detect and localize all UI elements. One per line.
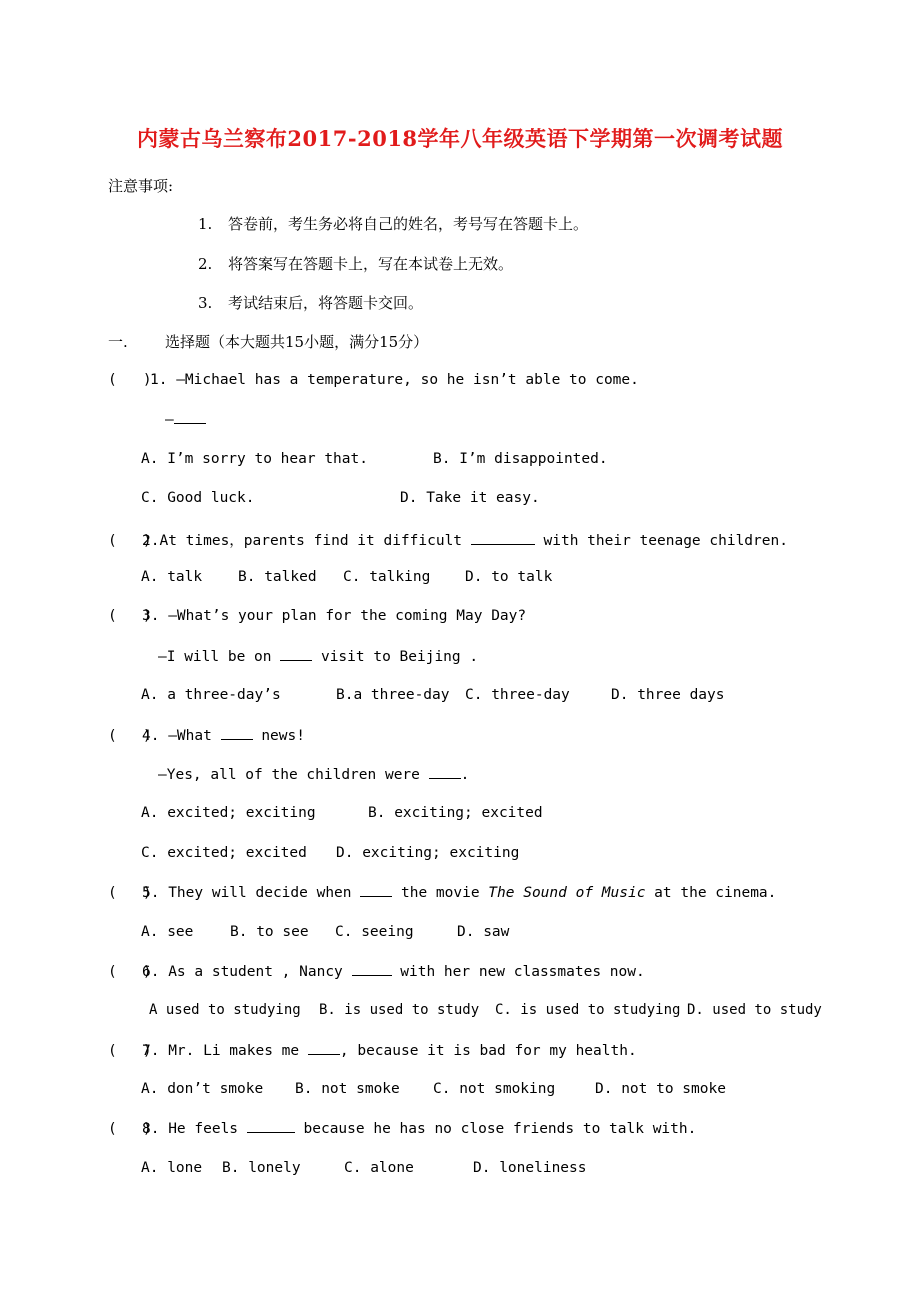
notice-item-1: 1. 答卷前，考生务必将自己的姓名，考号写在答题卡上。 xyxy=(198,215,589,233)
answer-paren: ( ) xyxy=(108,964,152,980)
question-2: ( )2.At times，parents find it difficult with their teenage children. xyxy=(108,533,788,549)
question-7: ( )7. Mr. Li makes me , because it is bad for my health. xyxy=(108,1043,637,1059)
notice-item-2: 2. 将答案写在答题卡上，写在本试卷上无效。 xyxy=(198,255,514,273)
question-3: ( )3. —What’s your plan for the coming May Day? xyxy=(108,608,527,624)
question-5: ( )5. They will decide when the movie The Sound of Music at the cinema. xyxy=(108,885,777,901)
question-2-options: A. talk B. talked C. talking D. to talk xyxy=(141,569,553,585)
question-1-options-cd: C. Good luck. D. Take it easy. xyxy=(141,490,540,506)
answer-paren: ( ) xyxy=(108,885,152,901)
question-1-options-ab: A. I’m sorry to hear that. B. I’m disappointed. xyxy=(141,451,608,467)
question-4-reply: —Yes, all of the children were . xyxy=(158,767,470,783)
answer-paren: ( ) xyxy=(108,533,152,549)
answer-paren: ( ) xyxy=(108,372,152,388)
question-5-options: A. see B. to see C. seeing D. saw xyxy=(141,924,510,940)
question-3-reply: —I will be on visit to Beijing . xyxy=(158,649,479,665)
question-6: ( )6. As a student , Nancy with her new classmates now. xyxy=(108,964,645,980)
answer-paren: ( ) xyxy=(108,1043,152,1059)
question-4-options-ab: A. excited; exciting B. exciting; excited xyxy=(141,805,543,821)
question-6-options: A used to studying B. is used to study C. is used to studying D. used to study xyxy=(149,1002,822,1018)
question-1-reply: — xyxy=(165,411,206,428)
notice-heading: 注意事项: xyxy=(108,177,174,195)
question-3-options: A. a three-day’s B.a three-day C. three-day D. three days xyxy=(141,687,725,703)
page-title: 内蒙古乌兰察布2017-2018学年八年级英语下学期第一次调考试题 xyxy=(136,126,784,151)
answer-paren: ( ) xyxy=(108,728,152,744)
question-4-options-cd: C. excited; excited D. exciting; exciting xyxy=(141,845,520,861)
question-4: ( )4. —What news! xyxy=(108,728,305,744)
question-8-options: A. lone B. lonely C. alone D. loneliness xyxy=(141,1160,587,1176)
answer-paren: ( ) xyxy=(108,608,152,624)
question-1: ( )1. —Michael has a temperature, so he isn’t able to come. xyxy=(108,372,639,388)
question-7-options: A. don’t smoke B. not smoke C. not smoking D. not to smoke xyxy=(141,1081,726,1097)
section-heading: 一. 选择题（本大题共15小题，满分15分） xyxy=(108,333,429,351)
answer-paren: ( ) xyxy=(108,1121,152,1137)
question-8: ( )8. He feels because he has no close friends to talk with. xyxy=(108,1121,697,1137)
notice-item-3: 3. 考试结束后，将答题卡交回。 xyxy=(198,294,424,312)
